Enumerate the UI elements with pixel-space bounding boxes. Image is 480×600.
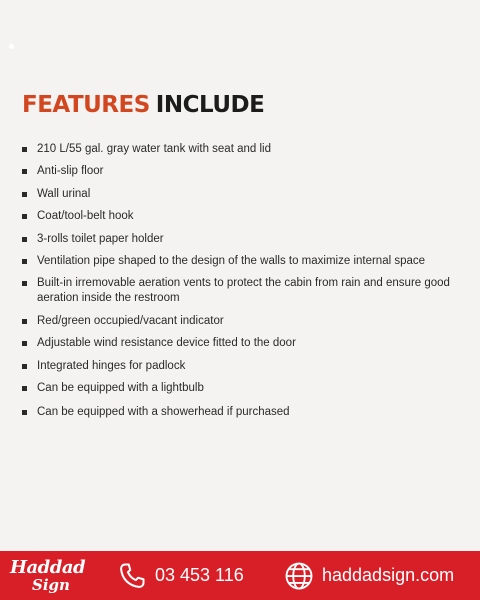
list-item-text: 210 L/55 gal. gray water tank with seat and lid [37,143,271,155]
page-title [22,89,264,121]
globe-icon [284,561,314,591]
decorative-dot [9,44,14,49]
phone-number: 03 453 116 [155,565,244,585]
phone-icon [117,561,147,591]
footer-bar [0,551,480,600]
bullet-icon [22,410,27,415]
list-item-text: Wall urinal [37,187,91,200]
list-item-text: Integrated hinges for padlock [37,359,186,372]
logo-line-2: Sign [32,576,70,594]
list-item [22,187,462,202]
bullet-icon [22,169,27,174]
list-item [22,314,462,329]
title-accent: FEATURES [22,92,150,118]
list-item-text: Can be equipped with a showerhead if purchased [37,405,290,418]
list-item [22,381,462,396]
list-item [22,209,462,224]
bullet-icon [22,364,27,369]
list-item [22,359,462,374]
bullet-icon [22,214,27,219]
bullet-icon [22,386,27,391]
bullet-icon [22,147,27,152]
bullet-icon [22,319,27,324]
list-item [22,405,462,420]
list-item-text: 3-rolls toilet paper holder [37,232,164,245]
bullet-icon [22,259,27,264]
website-url: haddadsign.com [322,565,455,585]
title-rest: INCLUDE [155,92,265,118]
list-item-text: Adjustable wind resistance device fitted to the door [37,337,296,350]
list-item-text: Red/green occupied/vacant indicator [37,314,224,327]
list-item-text: Built-in irremovable aeration vents to protect the cabin from rain and ensure good aeration inside the restroom [37,277,450,305]
list-item [22,254,462,269]
list-item-text: Anti-slip floor [37,165,104,178]
brand-logo [10,558,84,596]
bullet-icon [22,192,27,197]
list-item [22,276,462,306]
list-item-text: Coat/tool-belt hook [37,210,134,223]
bullet-icon [22,281,27,286]
list-item-text: Can be equipped with a lightbulb [37,381,204,394]
list-item-text: Ventilation pipe shaped to the design of the walls to maximize internal space [37,254,426,267]
phone-contact[interactable] [117,551,244,600]
list-item [22,142,462,157]
website-link[interactable] [284,551,454,600]
list-item [22,164,462,179]
bullet-icon [22,237,27,242]
list-item [22,232,462,247]
features-list [22,142,462,429]
logo-line-1: Haddad [10,557,86,578]
list-item [22,336,462,351]
bullet-icon [22,341,27,346]
